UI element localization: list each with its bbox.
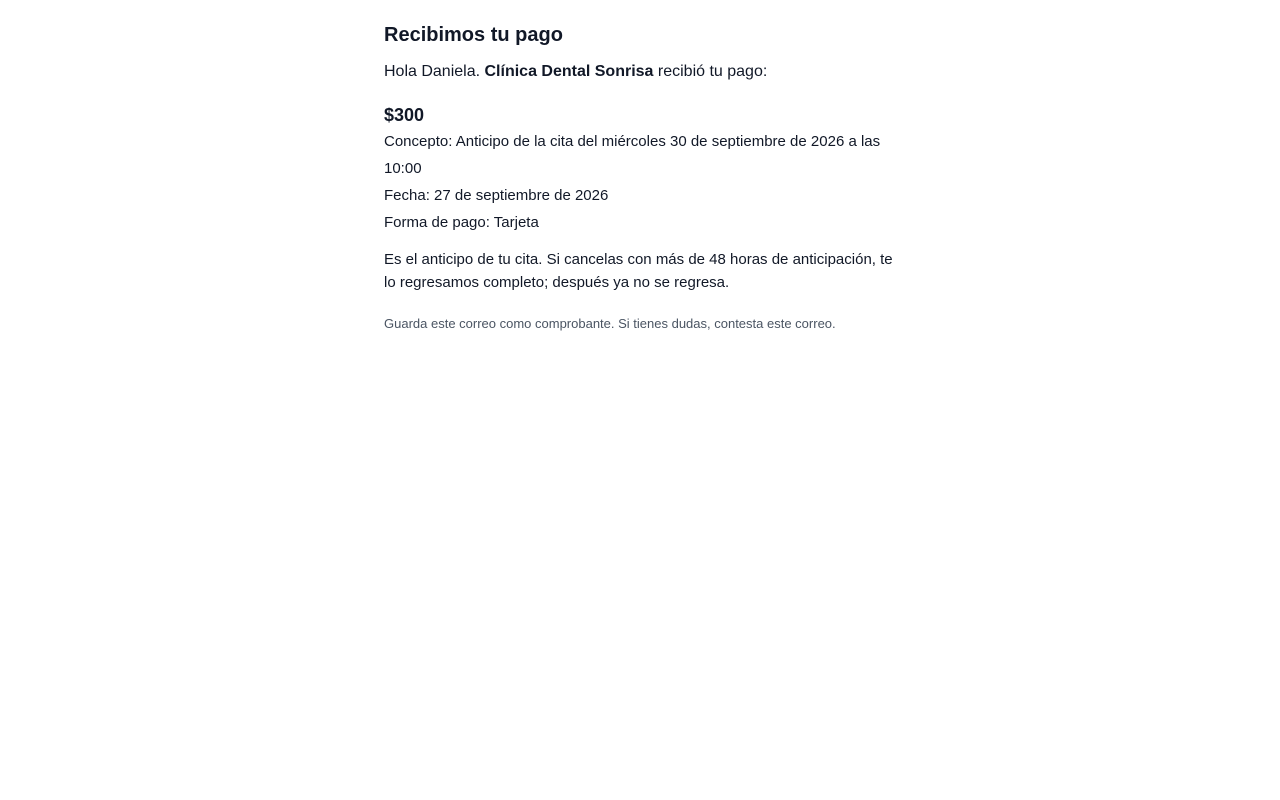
concept-row [384, 128, 896, 182]
date-row [384, 182, 896, 209]
payment-method-label: Forma de pago: [384, 214, 494, 231]
greeting-prefix: Hola Daniela. [384, 63, 485, 80]
payment-receipt-email [384, 21, 896, 333]
email-title: Recibimos tu pago [384, 24, 563, 46]
date-label: Fecha: [384, 187, 435, 204]
business-name: Clínica Dental Sonrisa [484, 63, 654, 80]
cancellation-note: Es el anticipo de tu cita. Si cancelas con más de 48 horas de anticipación, te lo regresamos completo; después ya no se regresa. [384, 251, 893, 291]
payment-method-row [384, 209, 896, 236]
concept-value: Anticipo de la cita del miércoles 30 de septiembre de 2026 a las 10:00 [384, 133, 881, 177]
greeting [384, 60, 896, 84]
payment-method-value: Tarjeta [493, 214, 539, 231]
greeting-suffix: recibió tu pago: [653, 63, 768, 80]
concept-label: Concepto: [384, 133, 456, 150]
email-footer: Guarda este correo como comprobante. Si tienes dudas, contesta este correo. [384, 316, 836, 331]
payment-amount: $300 [384, 105, 425, 125]
date-value: 27 de septiembre de 2026 [434, 187, 609, 204]
